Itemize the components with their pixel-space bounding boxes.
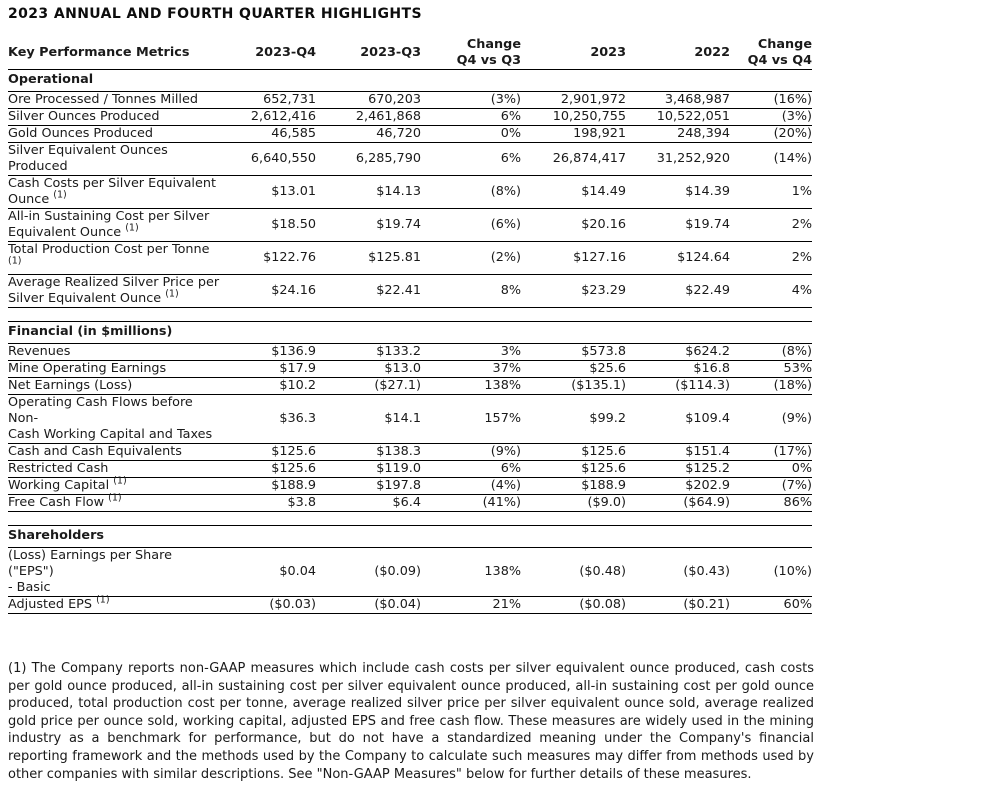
metric-value: $136.9 bbox=[220, 344, 316, 361]
table-row bbox=[8, 242, 812, 275]
metric-value: ($64.9) bbox=[626, 495, 730, 512]
section-spacer bbox=[8, 512, 812, 526]
metric-value: (4%) bbox=[421, 478, 521, 495]
metric-value: (3%) bbox=[730, 109, 812, 126]
table-row bbox=[8, 478, 812, 495]
metric-value: $6.4 bbox=[316, 495, 421, 512]
footnote-marker: (1) bbox=[53, 189, 67, 201]
col-header-change-q4-vs-q3 bbox=[421, 37, 521, 70]
table-row bbox=[8, 395, 812, 444]
col-header-2023-q4: 2023-Q4 bbox=[220, 37, 316, 70]
metric-value: 31,252,920 bbox=[626, 143, 730, 176]
metric-value: $0.04 bbox=[220, 548, 316, 597]
metric-value: ($9.0) bbox=[521, 495, 626, 512]
metric-value: $624.2 bbox=[626, 344, 730, 361]
footnote-marker: (1) bbox=[113, 475, 127, 487]
metric-value: 2% bbox=[730, 242, 812, 275]
metric-value: 46,720 bbox=[316, 126, 421, 143]
metric-value: $16.8 bbox=[626, 361, 730, 378]
metric-value: $10.2 bbox=[220, 378, 316, 395]
metric-value: ($114.3) bbox=[626, 378, 730, 395]
metric-label: Gold Ounces Produced bbox=[8, 126, 220, 143]
col-header-metrics: Key Performance Metrics bbox=[8, 37, 220, 70]
page-title: 2023 ANNUAL AND FOURTH QUARTER HIGHLIGHTS bbox=[8, 6, 422, 22]
metric-value: $19.74 bbox=[626, 209, 730, 242]
metric-value: ($0.04) bbox=[316, 597, 421, 614]
col-header-2022: 2022 bbox=[626, 37, 730, 70]
section-header: Financial (in $millions) bbox=[8, 322, 812, 344]
metric-value: 652,731 bbox=[220, 92, 316, 109]
table-header-row bbox=[8, 37, 812, 70]
metric-label: Working Capital $^{(1)}$ bbox=[8, 478, 220, 495]
metric-value: 3% bbox=[421, 344, 521, 361]
metric-value: ($0.43) bbox=[626, 548, 730, 597]
col-header-change-line1: Change bbox=[466, 37, 521, 52]
metric-value: $133.2 bbox=[316, 344, 421, 361]
footnote-marker: (1) bbox=[165, 288, 179, 300]
metric-value: 6,640,550 bbox=[220, 143, 316, 176]
metric-value: (10%) bbox=[730, 548, 812, 597]
metric-value: 60% bbox=[730, 597, 812, 614]
metric-value: $17.9 bbox=[220, 361, 316, 378]
metric-value: $138.3 bbox=[316, 444, 421, 461]
metric-label: Total Production Cost per Tonne $^{(1)}$ bbox=[8, 242, 220, 275]
metric-value: (41%) bbox=[421, 495, 521, 512]
metric-value: $18.50 bbox=[220, 209, 316, 242]
metric-label: Ore Processed / Tonnes Milled bbox=[8, 92, 220, 109]
metric-value: 3,468,987 bbox=[626, 92, 730, 109]
metric-value: $22.41 bbox=[316, 275, 421, 308]
metric-label: Cash Costs per Silver Equivalent Ounce $^{(1)}$ bbox=[8, 176, 220, 209]
metric-value: 138% bbox=[421, 378, 521, 395]
metric-value: 8% bbox=[421, 275, 521, 308]
footnote-marker: (1) bbox=[96, 594, 110, 606]
metric-value: $24.16 bbox=[220, 275, 316, 308]
metric-value: $19.74 bbox=[316, 209, 421, 242]
metric-value: $125.2 bbox=[626, 461, 730, 478]
footnote-marker: (1) bbox=[8, 255, 22, 267]
metric-value: $23.29 bbox=[521, 275, 626, 308]
metric-value: $188.9 bbox=[220, 478, 316, 495]
metric-label: Silver Equivalent Ounces Produced bbox=[8, 143, 220, 176]
table-row bbox=[8, 143, 812, 176]
metric-value: 6% bbox=[421, 461, 521, 478]
footnote-marker: (1) bbox=[108, 492, 122, 504]
metric-value: 21% bbox=[421, 597, 521, 614]
table-row bbox=[8, 461, 812, 478]
metric-value: 53% bbox=[730, 361, 812, 378]
metric-value: (7%) bbox=[730, 478, 812, 495]
metric-value: $124.64 bbox=[626, 242, 730, 275]
metric-value: $122.76 bbox=[220, 242, 316, 275]
metric-value: 198,921 bbox=[521, 126, 626, 143]
metric-label: (Loss) Earnings per Share ("EPS") - Basic bbox=[8, 548, 220, 597]
metric-value: (17%) bbox=[730, 444, 812, 461]
table-row bbox=[8, 92, 812, 109]
footnote: (1) The Company reports non-GAAP measures which include cash costs per silver equivalent ounce produced, cash costs per gold ounce produced, all-in sustaining cost per silver equivalent ounce produced, all-in sustaining cost per gold ounce produced, total production cost per tonne, average realized silver price per silver equivalent ounce sold, average realized gold price per ounce sold, working capital, adjusted EPS and free cash flow. These measures are widely used in the mining industry as a benchmark for performance, but do not have a standardized meaning under the Company's financial reporting framework and the methods used by the Company to calculate such measures may differ from methods used by other companies with similar descriptions. See "Non-GAAP Measures" below for further details of these measures. bbox=[8, 661, 814, 782]
metric-value: (8%) bbox=[730, 344, 812, 361]
metric-value: $125.6 bbox=[220, 461, 316, 478]
section-header: Operational bbox=[8, 70, 812, 92]
metric-value: ($27.1) bbox=[316, 378, 421, 395]
metric-label: Operating Cash Flows before Non- Cash Working Capital and Taxes bbox=[8, 395, 220, 444]
metric-value: 1% bbox=[730, 176, 812, 209]
metric-value: ($135.1) bbox=[521, 378, 626, 395]
metric-label: Silver Ounces Produced bbox=[8, 109, 220, 126]
metric-value: $14.1 bbox=[316, 395, 421, 444]
col-header-change-line2: Q4 vs Q4 bbox=[747, 53, 812, 68]
metric-value: (6%) bbox=[421, 209, 521, 242]
table-row bbox=[8, 176, 812, 209]
metric-value: 6,285,790 bbox=[316, 143, 421, 176]
metric-value: $99.2 bbox=[521, 395, 626, 444]
metric-value: 0% bbox=[421, 126, 521, 143]
metric-value: (16%) bbox=[730, 92, 812, 109]
table-row bbox=[8, 361, 812, 378]
metric-label: Net Earnings (Loss) bbox=[8, 378, 220, 395]
metric-value: 2,461,868 bbox=[316, 109, 421, 126]
metric-value: $125.6 bbox=[521, 444, 626, 461]
metric-value: ($0.03) bbox=[220, 597, 316, 614]
metric-value: 157% bbox=[421, 395, 521, 444]
footnote-marker: (1) bbox=[125, 222, 139, 234]
section-header: Shareholders bbox=[8, 526, 812, 548]
metric-value: (2%) bbox=[421, 242, 521, 275]
metric-value: $125.6 bbox=[220, 444, 316, 461]
metric-label: Revenues bbox=[8, 344, 220, 361]
section-header-row bbox=[8, 70, 812, 92]
metric-value: (18%) bbox=[730, 378, 812, 395]
table-row bbox=[8, 209, 812, 242]
table-row bbox=[8, 344, 812, 361]
metric-value: $197.8 bbox=[316, 478, 421, 495]
table-row bbox=[8, 109, 812, 126]
metric-value: ($0.08) bbox=[521, 597, 626, 614]
metric-value: $573.8 bbox=[521, 344, 626, 361]
table-row bbox=[8, 548, 812, 597]
metric-value: (20%) bbox=[730, 126, 812, 143]
metric-value: $125.6 bbox=[521, 461, 626, 478]
section-spacer-row bbox=[8, 512, 812, 526]
metric-value: $22.49 bbox=[626, 275, 730, 308]
metric-value: ($0.48) bbox=[521, 548, 626, 597]
table-row bbox=[8, 597, 812, 614]
metric-value: 6% bbox=[421, 109, 521, 126]
metric-value: 2,901,972 bbox=[521, 92, 626, 109]
metric-value: $20.16 bbox=[521, 209, 626, 242]
col-header-change-line1: Change bbox=[757, 37, 812, 52]
metric-value: ($0.09) bbox=[316, 548, 421, 597]
metric-value: ($0.21) bbox=[626, 597, 730, 614]
metric-value: (8%) bbox=[421, 176, 521, 209]
table-row bbox=[8, 126, 812, 143]
metric-value: 26,874,417 bbox=[521, 143, 626, 176]
metric-value: $3.8 bbox=[220, 495, 316, 512]
metric-value: $119.0 bbox=[316, 461, 421, 478]
metric-value: $188.9 bbox=[521, 478, 626, 495]
metric-value: $109.4 bbox=[626, 395, 730, 444]
metric-value: 248,394 bbox=[626, 126, 730, 143]
table-row bbox=[8, 378, 812, 395]
metric-label: Adjusted EPS $^{(1)}$ bbox=[8, 597, 220, 614]
metric-value: 10,522,051 bbox=[626, 109, 730, 126]
metric-value: $14.39 bbox=[626, 176, 730, 209]
col-header-2023: 2023 bbox=[521, 37, 626, 70]
table-row bbox=[8, 444, 812, 461]
metric-label: Mine Operating Earnings bbox=[8, 361, 220, 378]
metric-value: 138% bbox=[421, 548, 521, 597]
section-spacer bbox=[8, 308, 812, 322]
col-header-change-line2: Q4 vs Q3 bbox=[456, 53, 521, 68]
metric-value: $13.0 bbox=[316, 361, 421, 378]
highlights-table bbox=[8, 37, 812, 614]
metric-value: $202.9 bbox=[626, 478, 730, 495]
metric-value: $36.3 bbox=[220, 395, 316, 444]
metric-label: All-in Sustaining Cost per Silver Equivalent Ounce $^{(1)}$ bbox=[8, 209, 220, 242]
metric-value: $13.01 bbox=[220, 176, 316, 209]
col-header-2023-q3: 2023-Q3 bbox=[316, 37, 421, 70]
metric-value: (3%) bbox=[421, 92, 521, 109]
metric-label: Restricted Cash bbox=[8, 461, 220, 478]
metric-value: $151.4 bbox=[626, 444, 730, 461]
metric-value: 86% bbox=[730, 495, 812, 512]
metric-value: $125.81 bbox=[316, 242, 421, 275]
section-header-row bbox=[8, 526, 812, 548]
metric-value: $14.49 bbox=[521, 176, 626, 209]
metric-value: 2% bbox=[730, 209, 812, 242]
metric-value: $25.6 bbox=[521, 361, 626, 378]
metric-value: (9%) bbox=[421, 444, 521, 461]
metric-label: Average Realized Silver Price per Silver Equivalent Ounce $^{(1)}$ bbox=[8, 275, 220, 306]
metric-value: (9%) bbox=[730, 395, 812, 444]
section-spacer-row bbox=[8, 308, 812, 322]
metric-label: Cash and Cash Equivalents bbox=[8, 444, 220, 461]
metric-value: 10,250,755 bbox=[521, 109, 626, 126]
metric-value: 4% bbox=[730, 275, 812, 308]
metric-value: 46,585 bbox=[220, 126, 316, 143]
metric-value: $14.13 bbox=[316, 176, 421, 209]
metric-value: 2,612,416 bbox=[220, 109, 316, 126]
metric-value: 6% bbox=[421, 143, 521, 176]
section-header-row bbox=[8, 322, 812, 344]
table-body bbox=[8, 70, 812, 614]
metric-value: 37% bbox=[421, 361, 521, 378]
metric-value: 670,203 bbox=[316, 92, 421, 109]
metric-value: 0% bbox=[730, 461, 812, 478]
table-row bbox=[8, 495, 812, 512]
metric-label: Free Cash Flow $^{(1)}$ bbox=[8, 495, 220, 512]
metric-value: $127.16 bbox=[521, 242, 626, 275]
col-header-change-q4-vs-q4 bbox=[730, 37, 812, 70]
table-row bbox=[8, 275, 812, 308]
metric-value: (14%) bbox=[730, 143, 812, 176]
